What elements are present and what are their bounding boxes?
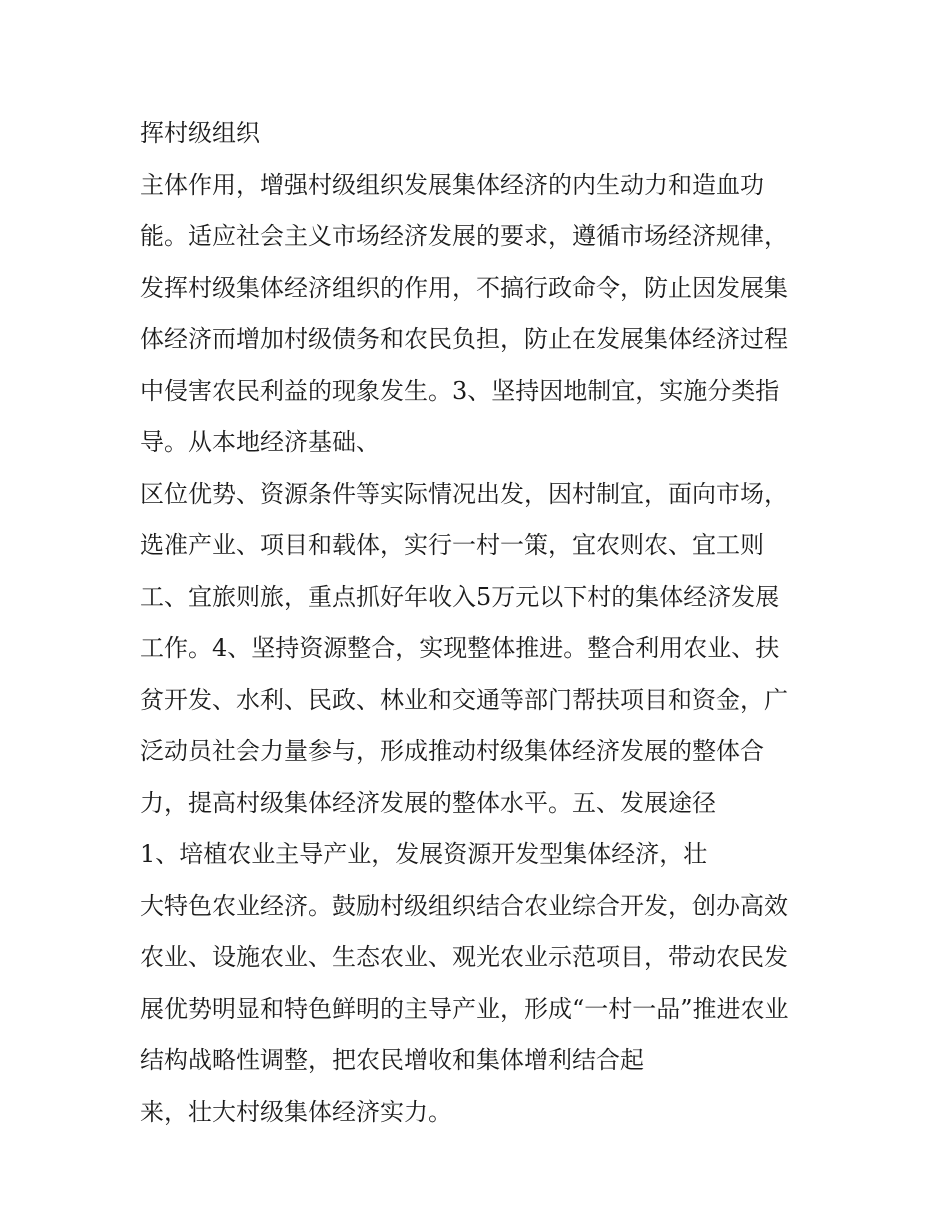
text-line: 导。从本地经济基础、 xyxy=(140,428,380,456)
text-line: 工作。4、坚持资源整合，实现整体推进。整合利用农业、扶 xyxy=(140,634,780,662)
text-line: 工、宜旅则旅，重点抓好年收入5万元以下村的集体经济发展 xyxy=(140,582,780,611)
text-line: 农业、设施农业、生态农业、观光农业示范项目，带动农民发 xyxy=(140,943,788,971)
text-line: 贫开发、水利、民政、林业和交通等部门帮扶项目和资金，广 xyxy=(140,685,788,714)
text-line: 能。适应社会主义市场经济发展的要求，遵循市场经济规律， xyxy=(140,222,788,250)
text-line: 结构战略性调整，把农民增收和集体增利结合起 xyxy=(140,1046,644,1074)
text-line: 1、培植农业主导产业，发展资源开发型集体经济，壮 xyxy=(140,840,708,868)
text-line: 选准产业、项目和载体，实行一村一策，宜农则农、宜工则 xyxy=(140,531,764,559)
text-line: 体经济而增加村级债务和农民负担，防止在发展集体经济过程 xyxy=(140,325,788,353)
text-line: 力，提高村级集体经济发展的整体水平。五、发展途径 xyxy=(140,788,716,817)
text-line: 展优势明显和特色鲜明的主导产业，形成“一村一品”推进农业 xyxy=(140,994,789,1023)
text-line: 来，壮大村级集体经济实力。 xyxy=(140,1097,452,1126)
text-line: 中侵害农民利益的现象发生。3、坚持因地制宜，实施分类指 xyxy=(140,376,780,405)
text-line: 泛动员社会力量参与，形成推动村级集体经济发展的整体合 xyxy=(140,737,764,765)
text-line: 大特色农业经济。鼓励村级组织结合农业综合开发，创办高效 xyxy=(140,891,788,920)
text-line: 发挥村级集体经济组织的作用，不搞行政命令，防止因发展集 xyxy=(140,273,788,302)
text-line: 挥村级组织 xyxy=(140,119,260,147)
text-line: 主体作用，增强村级组织发展集体经济的内生动力和造血功 xyxy=(140,170,764,199)
text-line: 区位优势、资源条件等实际情况出发，因村制宜，面向市场， xyxy=(140,479,788,508)
document-body xyxy=(140,108,830,1138)
